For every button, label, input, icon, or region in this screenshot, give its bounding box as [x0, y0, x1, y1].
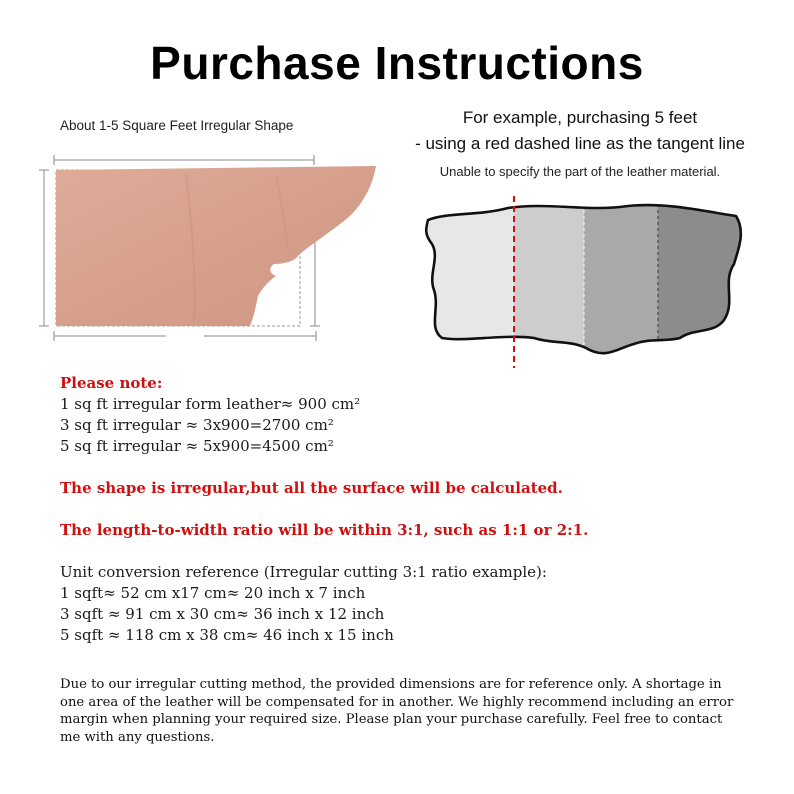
- example-caption-note: Unable to specify the part of the leather material.: [439, 164, 721, 179]
- region-mid2: [584, 192, 658, 370]
- ratio-note: The length-to-width ratio will be within 3:1, such as 1:1 or 2:1.: [60, 521, 589, 539]
- leather-size-caption: About 1-5 Square Feet Irregular Shape: [60, 118, 294, 133]
- disclaimer: [60, 676, 750, 746]
- area-line-1: 1 sq ft irregular form leather≈ 900 cm²: [60, 395, 361, 413]
- conversion-line-5: 5 sqft ≈ 118 cm x 38 cm≈ 46 inch x 15 inch: [60, 626, 394, 644]
- region-dark: [658, 192, 754, 370]
- disclaimer-line: me with any questions.: [60, 729, 215, 745]
- area-line-3: 3 sq ft irregular ≈ 3x900=2700 cm²: [60, 416, 334, 434]
- leather-piece-illustration: [36, 152, 386, 344]
- conversion-heading: Unit conversion reference (Irregular cutting 3:1 ratio example):: [60, 563, 547, 581]
- disclaimer-line: Due to our irregular cutting method, the provided dimensions are for reference only. A shortage in: [60, 677, 722, 692]
- shape-note: The shape is irregular,but all the surface will be calculated.: [60, 479, 563, 497]
- notes-heading: Please note:: [60, 374, 163, 392]
- conversion-line-3: 3 sqft ≈ 91 cm x 30 cm≈ 36 inch x 12 inch: [60, 605, 385, 623]
- example-caption-line2: - using a red dashed line as the tangent line: [415, 134, 745, 153]
- cut-example-illustration: [418, 192, 754, 370]
- conversion-line-1: 1 sqft≈ 52 cm x17 cm≈ 20 inch x 7 inch: [60, 584, 366, 602]
- leather-shape: [56, 166, 376, 326]
- example-caption-line1: For example, purchasing 5 feet: [462, 108, 698, 127]
- disclaimer-line: one area of the leather will be compensated for in another. We highly recommend including an error: [60, 694, 734, 710]
- page-title: Purchase Instructions: [150, 37, 644, 89]
- area-line-5: 5 sq ft irregular ≈ 5x900=4500 cm²: [60, 437, 334, 455]
- disclaimer-line: margin when planning your required size. Please plan your purchase carefully. Feel free to contact: [60, 712, 723, 727]
- notes-section: [60, 373, 780, 646]
